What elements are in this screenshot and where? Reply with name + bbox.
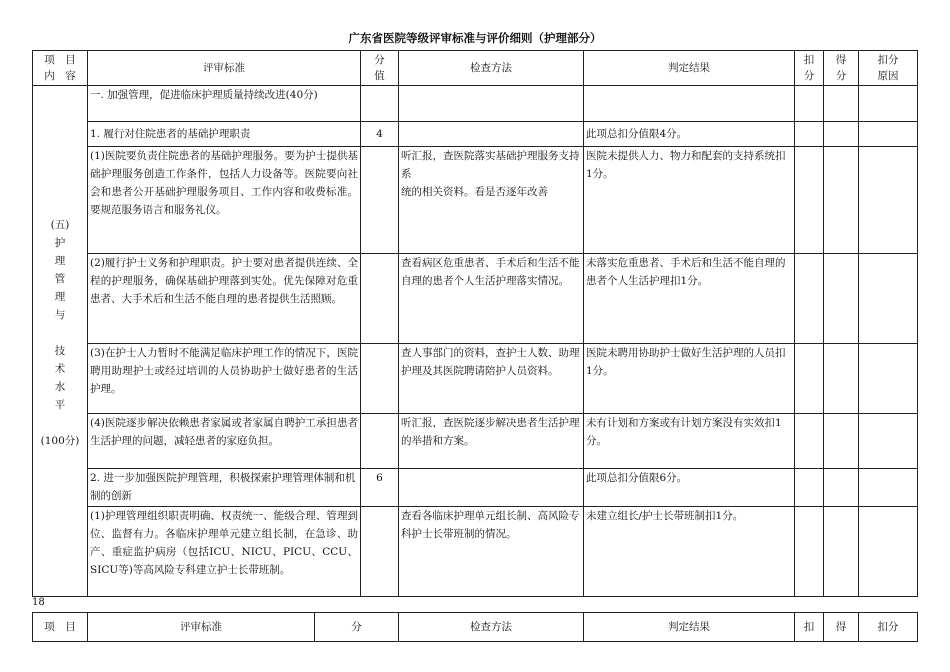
header-item: 项 目 xyxy=(33,613,88,642)
score-cell xyxy=(361,414,399,469)
header-reason: 扣分 xyxy=(859,613,918,642)
header-deduct: 扣 xyxy=(795,613,824,642)
score-cell xyxy=(361,344,399,414)
table-row xyxy=(33,469,918,507)
method-cell xyxy=(399,469,584,507)
table-row xyxy=(33,344,918,414)
header-item: 项 目 内 容 xyxy=(33,51,88,86)
table-row xyxy=(33,254,918,344)
result-cell: 此项总扣分值限6分。 xyxy=(584,469,795,507)
standard-cell: (3)在护士人力暂时不能满足临床护理工作的情况下，医院聘用助理护士或经过培训的人员协助护士做好患者的生活护理。 xyxy=(88,344,361,414)
result-cell xyxy=(584,86,795,122)
standard-cell: (1)医院要负责住院患者的基础护理服务。要为护士提供基础护理服务创造工作条件，包括人力设备等。医院要向社会和患者公开基础护理服务项目、工作内容和收费标准。要规范服务语言和服务礼仪。 xyxy=(88,147,361,254)
method-cell: 查看病区危重患者、手术后和生活不能自理的患者个人生活护理落实情况。 xyxy=(399,254,584,344)
next-page-header-table xyxy=(32,612,918,642)
result-cell: 未建立组长/护士长带班制扣1分。 xyxy=(584,507,795,597)
header-method: 检查方法 xyxy=(399,613,584,642)
score-cell xyxy=(361,86,399,122)
result-cell: 未落实危重患者、手术后和生活不能自理的患者个人生活护理扣1分。 xyxy=(584,254,795,344)
standard-cell: 一. 加强管理，促进临床护理质量持续改进(40分) xyxy=(88,86,361,122)
score-cell: 4 xyxy=(361,122,399,147)
result-cell: 医院未提供人力、物力和配套的支持系统扣1分。 xyxy=(584,147,795,254)
score-cell: 6 xyxy=(361,469,399,507)
standard-cell: (2)履行护士义务和护理职责。护士要对患者提供连续、全程的护理服务，确保基础护理落到实处。优先保障对危重患者、大手术后和生活不能自理的患者提供生活照顾。 xyxy=(88,254,361,344)
header-reason: 扣分 原因 xyxy=(859,51,918,86)
document-title: 广东省医院等级评审标准与评价细则（护理部分） xyxy=(348,31,602,45)
score-cell xyxy=(361,254,399,344)
result-cell: 此项总扣分值限4分。 xyxy=(584,122,795,147)
header-score: 分 值 xyxy=(361,51,399,86)
evaluation-table xyxy=(32,50,918,597)
category-cell: (五) 护 理 管 理 与 技 术 水 平 (100分) xyxy=(33,86,88,597)
header-result: 判定结果 xyxy=(584,51,795,86)
method-cell: 听汇报，查医院落实基础护理服务支持系 统的相关资料。看是否逐年改善 xyxy=(399,147,584,254)
header-get: 得 分 xyxy=(824,51,859,86)
method-cell: 查人事部门的资料，查护士人数、助理护理及其医院聘请陪护人员资料。 xyxy=(399,344,584,414)
table-header-row xyxy=(33,51,918,86)
table-row xyxy=(33,122,918,147)
method-cell: 查看各临床护理单元组长制、高风险专科护士长带班制的情况。 xyxy=(399,507,584,597)
page-number: 18 xyxy=(32,597,45,608)
table-row xyxy=(33,86,918,122)
header-get: 得 xyxy=(824,613,859,642)
score-cell xyxy=(361,507,399,597)
result-cell: 医院未聘用协助护士做好生活护理的人员扣1分。 xyxy=(584,344,795,414)
standard-cell: (1)护理管理组织职责明确、权责统一、能级合理、管理到位、监督有力。各临床护理单元建立组长制，在急诊、助产、重症监护病房（包括ICU、NICU、PICU、CCU、SICU等)等高风险专科建立护士长带班制。 xyxy=(88,507,361,597)
standard-cell: 1. 履行对住院患者的基础护理职责 xyxy=(88,122,361,147)
header-method: 检查方法 xyxy=(399,51,584,86)
header-score: 分 xyxy=(315,613,399,642)
table-row xyxy=(33,507,918,597)
table-header-row xyxy=(33,613,918,642)
table-row xyxy=(33,414,918,469)
standard-cell: 2. 进一步加强医院护理管理，积极探索护理管理体制和机制的创新 xyxy=(88,469,361,507)
score-cell xyxy=(361,147,399,254)
header-deduct: 扣 分 xyxy=(795,51,824,86)
result-cell: 未有计划和方案或有计划方案没有实效扣1分。 xyxy=(584,414,795,469)
header-standard: 评审标准 xyxy=(88,51,361,86)
header-result: 判定结果 xyxy=(584,613,795,642)
standard-cell: (4)医院逐步解决依赖患者家属或者家属自聘护工承担患者生活护理的问题，减轻患者的家庭负担。 xyxy=(88,414,361,469)
method-cell xyxy=(399,86,584,122)
method-cell: 听汇报，查医院逐步解决患者生活护理的举措和方案。 xyxy=(399,414,584,469)
method-cell xyxy=(399,122,584,147)
header-standard: 评审标准 xyxy=(88,613,315,642)
table-row xyxy=(33,147,918,254)
